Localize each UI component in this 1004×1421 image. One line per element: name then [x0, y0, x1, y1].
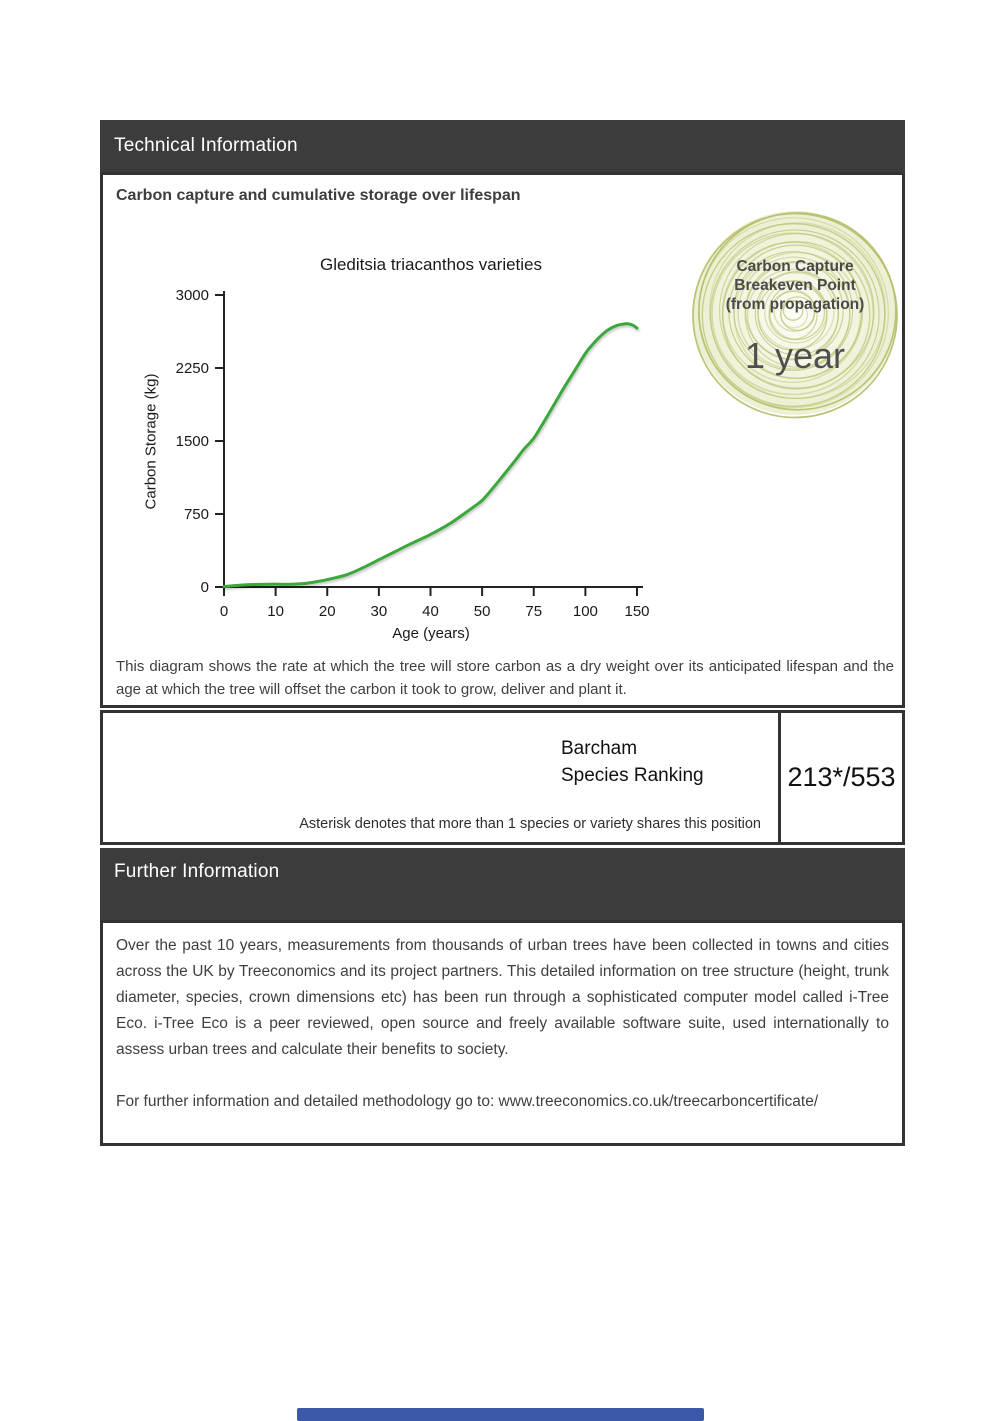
x-tick-label: 10 — [267, 603, 284, 620]
carbon-storage-chart — [133, 247, 673, 657]
x-tick-label: 30 — [370, 603, 388, 620]
y-tick-label: 0 — [200, 579, 209, 596]
y-tick-label: 3000 — [175, 287, 209, 304]
badge-title-line1: Carbon Capture — [736, 258, 854, 275]
breakeven-badge — [689, 207, 901, 419]
further-link-line: For further information and detailed methodology go to: www.treeconomics.co.uk/treecarboncertificate/ — [116, 1093, 819, 1110]
x-tick-label: 75 — [525, 603, 543, 620]
technical-section-header — [100, 120, 905, 172]
badge-title — [689, 257, 901, 314]
ranking-label: Species Ranking — [561, 765, 704, 786]
x-tick-label: 40 — [422, 603, 439, 620]
further-section-header — [100, 848, 905, 920]
ranking-asterisk-note: Asterisk denotes that more than 1 species or variety shares this position — [299, 816, 761, 832]
y-tick-label: 2250 — [175, 360, 209, 377]
ranking-org: Barcham — [561, 738, 638, 759]
further-paragraph: Over the past 10 years, measurements from thousands of urban trees have been collected in towns and cities across the UK by Treeconomics and its project partners. This detailed information on tree structure (height, trunk diameter, species, crown dimensions etc) has been run through a sophisticated computer model called i-Tree Eco. i-Tree Eco is a peer reviewed, open source and freely available software suite, used internationally to assess urban trees and calculate their benefits to society. — [116, 937, 889, 1058]
badge-title-line2: Breakeven Point — [734, 277, 856, 294]
y-tick-label: 1500 — [175, 433, 209, 450]
further-info-box — [100, 920, 905, 1146]
chart-y-axis-label: Carbon Storage (kg) — [142, 373, 160, 510]
x-tick-label: 0 — [219, 603, 229, 620]
further-header-title: Further Information — [114, 861, 280, 882]
ranking-value: 213*/553 — [787, 762, 896, 792]
chart-caption: This diagram shows the rate at which the tree will store carbon as a dry weight over its anticipated lifespan and the age at which the tree will offset the carbon it took to grow, deliver and plant it. — [116, 658, 894, 698]
x-tick-label: 20 — [318, 603, 336, 620]
badge-value: 1 year — [744, 335, 846, 376]
x-tick-label: 100 — [572, 603, 598, 620]
x-tick-label: 50 — [473, 603, 491, 620]
ranking-title — [561, 735, 704, 789]
chart-plot-area — [133, 247, 673, 657]
chart-title: Gleditsia triacanthos varieties — [319, 255, 543, 274]
badge-title-line3: (from propagation) — [725, 296, 865, 313]
technical-info-box — [100, 172, 905, 708]
footer-bar — [297, 1408, 704, 1421]
chart-section-subtitle: Carbon capture and cumulative storage over lifespan — [116, 187, 521, 204]
carbon-storage-curve — [224, 324, 637, 587]
y-tick-label: 750 — [183, 506, 209, 523]
species-ranking-box — [100, 710, 905, 845]
x-tick-label: 150 — [624, 603, 650, 620]
chart-x-axis-label: Age (years) — [392, 625, 470, 642]
technical-header-title: Technical Information — [114, 135, 298, 156]
